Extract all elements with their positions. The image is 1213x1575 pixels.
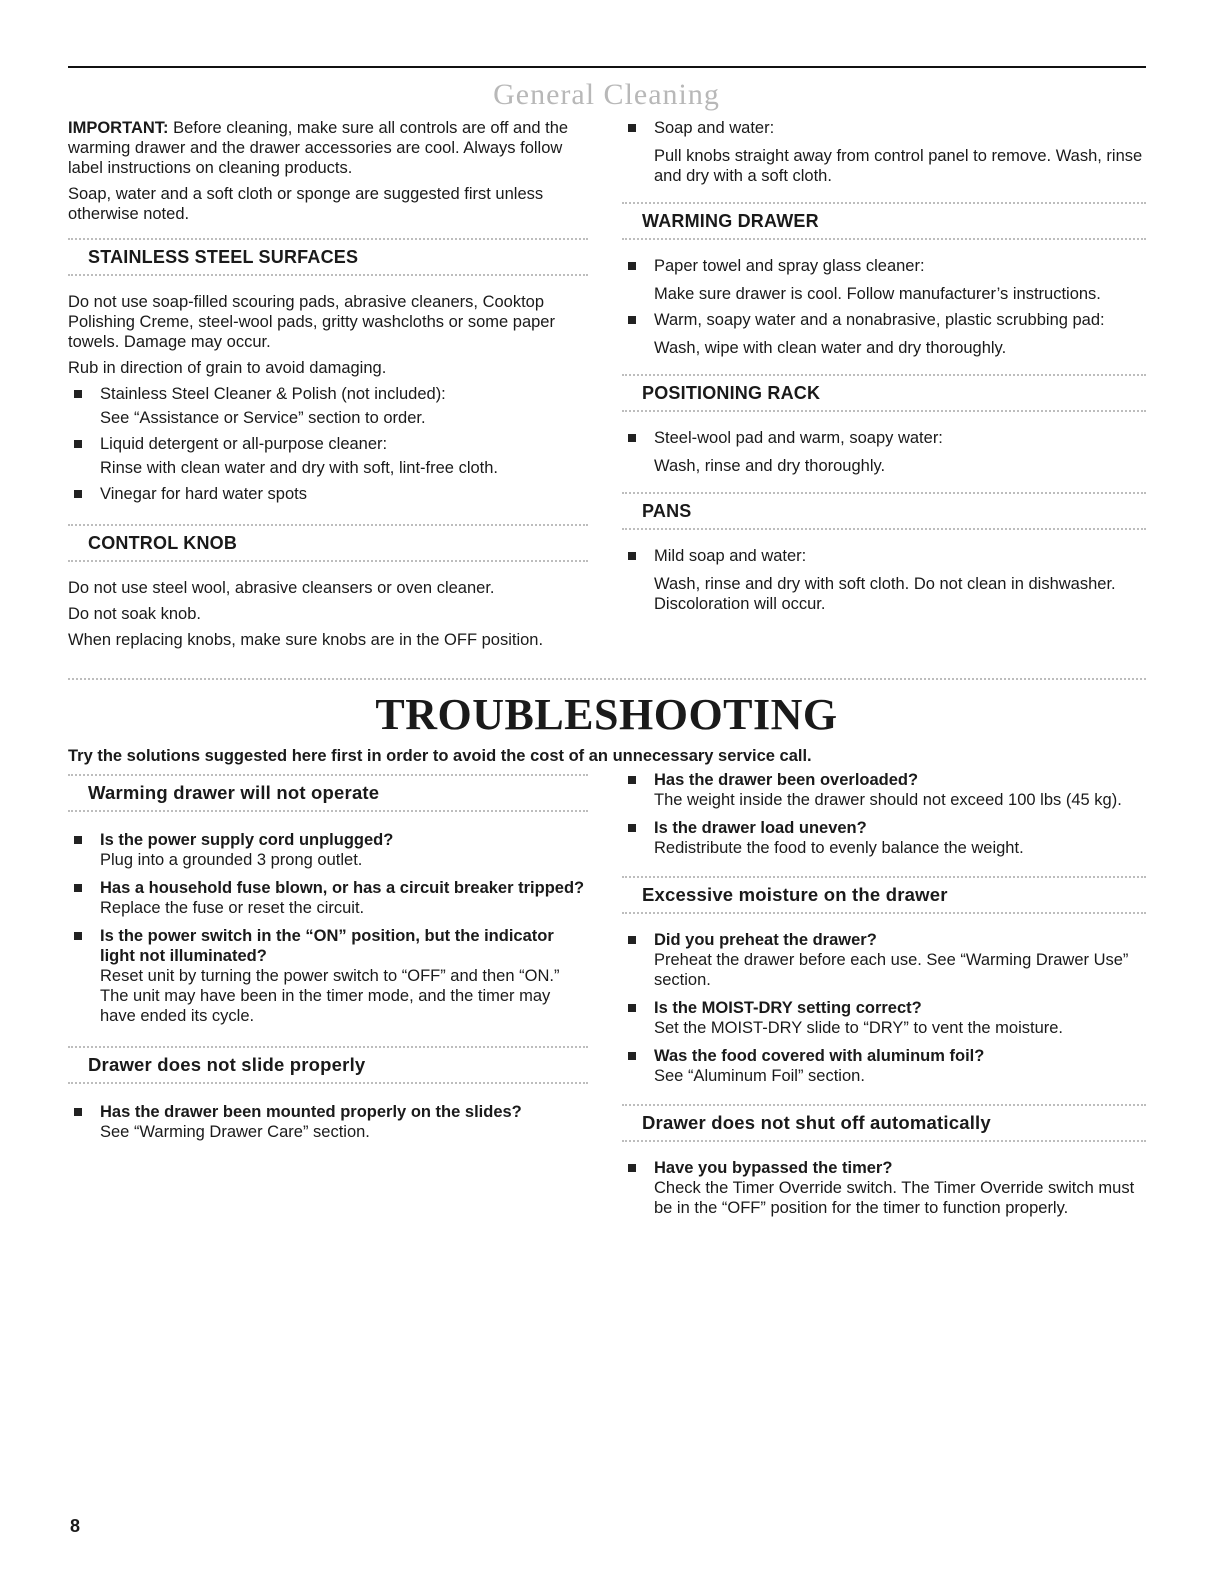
list-item (68, 384, 588, 404)
bullet-icon (74, 1108, 82, 1116)
answer: Check the Timer Override switch. The Timer Override switch must be in the “OFF” position for the timer to function properly. (654, 1179, 1135, 1217)
will-not-operate-heading: Warming drawer will not operate (88, 782, 380, 803)
list-item (68, 1102, 588, 1142)
troubleshooting-left-column (68, 774, 588, 1150)
troubleshooting-title: TROUBLESHOOTING (375, 690, 838, 739)
top-rule (68, 66, 1146, 68)
divider (68, 238, 588, 240)
question: Have you bypassed the timer? (654, 1159, 893, 1177)
list-item-detail: Make sure drawer is cool. Follow manufacturer’s instructions. (654, 285, 1101, 303)
bullet-icon (628, 776, 636, 784)
answer: Replace the fuse or reset the circuit. (100, 899, 365, 917)
divider (622, 912, 1146, 914)
question: Did you preheat the drawer? (654, 931, 877, 949)
list-item-label: Stainless Steel Cleaner & Polish (not included): (100, 385, 446, 403)
question: Is the drawer load uneven? (654, 819, 867, 837)
bullet-icon (628, 1164, 636, 1172)
list-item (68, 926, 588, 1026)
question: Has the drawer been mounted properly on the slides? (100, 1103, 522, 1121)
question: Is the MOIST-DRY setting correct? (654, 999, 922, 1017)
list-item (622, 1158, 1146, 1218)
list-item-detail: Wash, rinse and dry with soft cloth. Do not clean in dishwasher. Discoloration will occur. (654, 575, 1116, 613)
list-item (622, 998, 1146, 1038)
divider (622, 202, 1146, 204)
list-item-label: Vinegar for hard water spots (100, 485, 307, 503)
list-item-label: Warm, soapy water and a nonabrasive, plastic scrubbing pad: (654, 311, 1105, 329)
bullet-icon (628, 1004, 636, 1012)
general-cleaning-title: General Cleaning (493, 78, 720, 111)
question: Was the food covered with aluminum foil? (654, 1047, 985, 1065)
divider (622, 528, 1146, 530)
control-knob-heading: CONTROL KNOB (88, 533, 238, 553)
bullet-icon (628, 936, 636, 944)
list-item-label: Soap and water: (654, 119, 775, 137)
divider (68, 560, 588, 562)
warming-drawer-heading: WARMING DRAWER (642, 211, 819, 231)
bullet-icon (74, 390, 82, 398)
divider (68, 774, 588, 776)
question: Is the power supply cord unplugged? (100, 831, 394, 849)
bullet-icon (628, 124, 636, 132)
list-item (68, 830, 588, 870)
divider (622, 492, 1146, 494)
section-divider (68, 678, 1146, 680)
list-item-detail: Wash, rinse and dry thoroughly. (654, 457, 886, 475)
general-cleaning-left-column (68, 118, 588, 656)
divider (622, 1104, 1146, 1106)
stainless-steel-heading: STAINLESS STEEL SURFACES (88, 247, 359, 267)
not-slide-heading: Drawer does not slide properly (88, 1054, 366, 1075)
list-item-label: Liquid detergent or all-purpose cleaner: (100, 435, 388, 453)
troubleshooting-intro: Try the solutions suggested here first in order to avoid the cost of an unnecessary service call. (68, 747, 812, 765)
divider (622, 410, 1146, 412)
list-item (68, 434, 588, 454)
answer: Preheat the drawer before each use. See “Warming Drawer Use” section. (654, 951, 1129, 989)
list-item-detail: Pull knobs straight away from control panel to remove. Wash, rinse and dry with a soft cloth. (654, 147, 1143, 185)
list-item-detail: Wash, wipe with clean water and dry thoroughly. (654, 339, 1007, 357)
bullet-icon (74, 490, 82, 498)
bullet-icon (628, 1052, 636, 1060)
divider (68, 1046, 588, 1048)
list-item (622, 118, 1146, 138)
list-item (622, 546, 1146, 566)
list-item-detail: Rinse with clean water and dry with soft, lint-free cloth. (100, 459, 499, 477)
list-item (622, 930, 1146, 990)
list-item-label: Paper towel and spray glass cleaner: (654, 257, 925, 275)
control-knob-paragraph-3: When replacing knobs, make sure knobs are in the OFF position. (68, 631, 544, 649)
answer: See “Aluminum Foil” section. (654, 1067, 865, 1085)
answer: The weight inside the drawer should not exceed 100 lbs (45 kg). (654, 791, 1122, 809)
troubleshooting-right-column (622, 770, 1146, 1226)
answer: Reset unit by turning the power switch to “OFF” and then “ON.” The unit may have been in the timer mode, and the timer may have ended its cycle. (100, 967, 560, 1025)
bullet-icon (74, 440, 82, 448)
divider (622, 1140, 1146, 1142)
list-item (622, 1046, 1146, 1086)
list-item (622, 818, 1146, 858)
page-number: 8 (70, 1516, 81, 1536)
divider (68, 524, 588, 526)
divider (68, 810, 588, 812)
bullet-icon (74, 836, 82, 844)
intro-paragraph: Soap, water and a soft cloth or sponge are suggested first unless otherwise noted. (68, 185, 544, 223)
pans-heading: PANS (642, 501, 692, 521)
not-shut-off-heading: Drawer does not shut off automatically (642, 1112, 991, 1133)
divider (622, 876, 1146, 878)
list-item (622, 310, 1146, 330)
bullet-icon (74, 884, 82, 892)
bullet-icon (628, 434, 636, 442)
control-knob-paragraph-1: Do not use steel wool, abrasive cleansers or oven cleaner. (68, 579, 495, 597)
stainless-paragraph-2: Rub in direction of grain to avoid damaging. (68, 359, 387, 377)
divider (622, 374, 1146, 376)
bullet-icon (628, 316, 636, 324)
list-item-detail: See “Assistance or Service” section to order. (100, 409, 426, 427)
stainless-paragraph-1: Do not use soap-filled scouring pads, abrasive cleaners, Cooktop Polishing Creme, steel-wool pads, gritty washcloths or some paper towels. Damage may occur. (68, 293, 555, 351)
question: Has a household fuse blown, or has a circuit breaker tripped? (100, 879, 585, 897)
divider (68, 1082, 588, 1084)
control-knob-paragraph-2: Do not soak knob. (68, 605, 201, 623)
answer: Set the MOIST-DRY slide to “DRY” to vent the moisture. (654, 1019, 1063, 1037)
bullet-icon (628, 552, 636, 560)
bullet-icon (74, 932, 82, 940)
bullet-icon (628, 262, 636, 270)
question: Has the drawer been overloaded? (654, 771, 919, 789)
list-item (68, 878, 588, 918)
positioning-rack-heading: POSITIONING RACK (642, 383, 821, 403)
important-text: Before cleaning, make sure all controls are off and the warming drawer and the drawer accessories are cool. Always follow label instructions on cleaning products. (68, 119, 569, 177)
divider (622, 238, 1146, 240)
list-item (622, 770, 1146, 810)
general-cleaning-right-column (622, 118, 1146, 620)
moisture-heading: Excessive moisture on the drawer (642, 884, 948, 905)
list-item (68, 484, 588, 504)
answer: See “Warming Drawer Care” section. (100, 1123, 370, 1141)
divider (68, 274, 588, 276)
list-item-label: Steel-wool pad and warm, soapy water: (654, 429, 943, 447)
list-item (622, 256, 1146, 276)
answer: Redistribute the food to evenly balance the weight. (654, 839, 1024, 857)
question: Is the power switch in the “ON” position, but the indicator light not illuminated? (100, 927, 554, 965)
bullet-icon (628, 824, 636, 832)
list-item-label: Mild soap and water: (654, 547, 807, 565)
important-label: IMPORTANT: (68, 119, 169, 137)
answer: Plug into a grounded 3 prong outlet. (100, 851, 363, 869)
important-paragraph (68, 118, 588, 178)
list-item (622, 428, 1146, 448)
